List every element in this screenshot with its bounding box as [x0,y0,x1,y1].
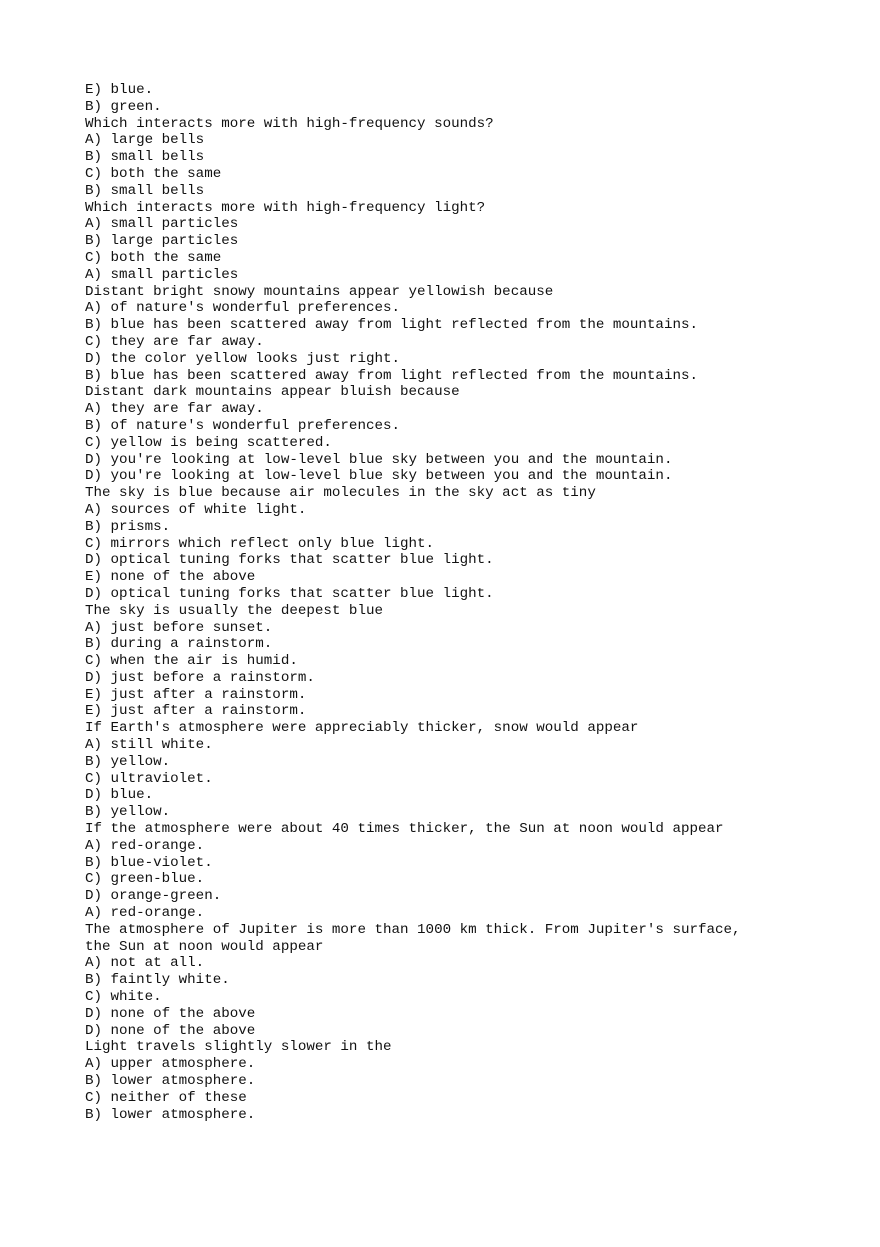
text-line: D) none of the above [85,1022,256,1039]
text-line: D) you're looking at low-level blue sky between you and the mountain. [85,451,673,468]
text-line: the Sun at noon would appear [85,938,324,955]
text-line: If the atmosphere were about 40 times thicker, the Sun at noon would appear [85,821,724,838]
text-line: Which interacts more with high-frequency light? [85,199,486,216]
text-line: C) neither of these [85,1089,247,1106]
text-line: B) blue has been scattered away from light reflected from the mountains. [85,367,698,384]
text-line: A) they are far away. [85,401,264,418]
text-line: B) blue has been scattered away from light reflected from the mountains. [85,317,698,334]
text-line: A) red-orange. [85,905,205,922]
text-line: A) upper atmosphere. [85,1056,256,1073]
text-line: B) prisms. [85,518,171,535]
text-line: E) blue. [85,82,154,98]
text-line: D) blue. [85,787,154,804]
text-line: C) green-blue. [85,871,205,888]
text-line: C) when the air is humid. [85,653,298,670]
text-line: B) small bells [85,182,205,199]
text-line: D) you're looking at low-level blue sky between you and the mountain. [85,468,673,485]
text-line: D) optical tuning forks that scatter blue light. [85,585,494,602]
text-line: Which interacts more with high-frequency sounds? [85,115,494,132]
text-line: C) both the same [85,249,222,266]
text-line: A) sources of white light. [85,501,307,518]
text-line: A) small particles [85,266,239,283]
text-line: B) blue-violet. [85,854,213,871]
text-line: B) lower atmosphere. [85,1106,256,1123]
text-line: D) orange-green. [85,888,222,905]
text-line: A) large bells [85,132,205,149]
text-line: D) just before a rainstorm. [85,669,315,686]
text-line: B) yellow. [85,804,171,821]
text-line: C) white. [85,989,162,1006]
text-line: C) they are far away. [85,333,264,350]
text-line: B) during a rainstorm. [85,636,273,653]
text-line: B) lower atmosphere. [85,1073,256,1090]
text-line: B) green. [85,98,162,115]
text-line: A) small particles [85,216,239,233]
text-line: A) still white. [85,737,213,754]
text-line: C) ultraviolet. [85,770,213,787]
text-line: B) small bells [85,149,205,166]
text-line: The sky is blue because air molecules in the sky act as tiny [85,485,596,502]
text-line: B) large particles [85,233,239,250]
text-line: C) mirrors which reflect only blue light. [85,535,435,552]
text-line: If Earth's atmosphere were appreciably thicker, snow would appear [85,720,639,737]
text-line: A) not at all. [85,955,205,972]
text-line: B) faintly white. [85,972,230,989]
text-line: C) both the same [85,165,222,182]
document-page [85,82,865,1123]
text-line: Light travels slightly slower in the [85,1039,392,1056]
text-line: A) red-orange. [85,837,205,854]
text-line: Distant dark mountains appear bluish because [85,384,460,401]
text-line: E) just after a rainstorm. [85,703,307,720]
text-line: E) none of the above [85,569,256,586]
text-line: E) just after a rainstorm. [85,686,307,703]
text-line: B) of nature's wonderful preferences. [85,417,401,434]
text-line: D) the color yellow looks just right. [85,350,401,367]
text-line: A) just before sunset. [85,619,273,636]
text-line: D) none of the above [85,1005,256,1022]
text-line: The atmosphere of Jupiter is more than 1000 km thick. From Jupiter's surface, [85,921,741,938]
text-line: C) yellow is being scattered. [85,434,332,451]
text-line: A) of nature's wonderful preferences. [85,300,401,317]
text-line: D) optical tuning forks that scatter blue light. [85,552,494,569]
text-line: B) yellow. [85,753,171,770]
text-line: Distant bright snowy mountains appear yellowish because [85,283,554,300]
text-line: The sky is usually the deepest blue [85,602,383,619]
